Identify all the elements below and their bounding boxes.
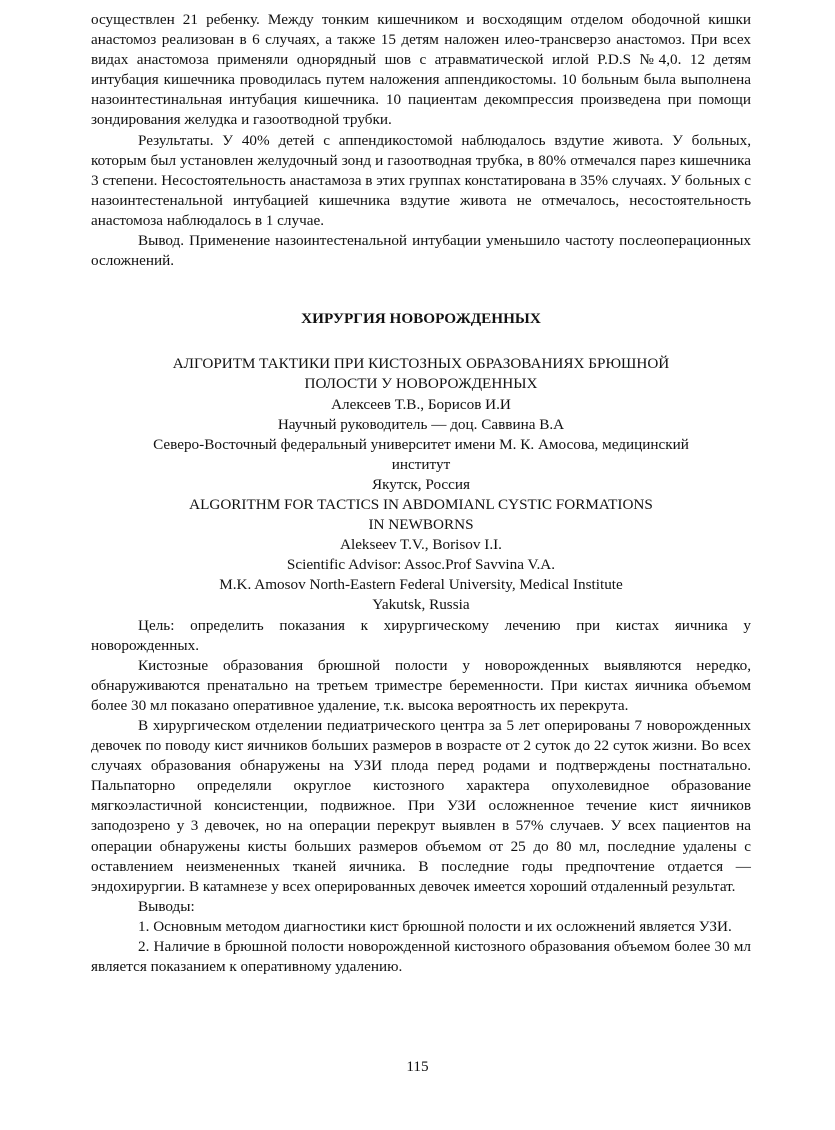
article-title-en-line2: IN NEWBORNS: [368, 516, 474, 534]
article-title-ru-line1: АЛГОРИТМ ТАКТИКИ ПРИ КИСТОЗНЫХ ОБРАЗОВАНИЯХ БРЮШНОЙ: [172, 355, 670, 373]
authors-ru: Алексеев Т.В., Борисов И.И: [331, 395, 511, 413]
paragraph-conclusions-label: Выводы:: [138, 897, 195, 915]
institution-en: M.K. Amosov North-Eastern Federal University, Medical Institute: [219, 576, 623, 594]
location-ru: Якутск, Россия: [371, 475, 471, 493]
paragraph-goal: Цель: определить показания к хирургическому лечению при кистах яичника у новорожденных.: [91, 616, 751, 654]
advisor-ru: Научный руководитель — доц. Саввина В.А: [277, 415, 565, 433]
paragraph-methods: В хирургическом отделении педиатрического центра за 5 лет оперированы 7 новорожденных девочек по поводу кист яичников больших размеров в возрасте от 2 суток до 22 суток жизни. Во всех случаях образования обнаружены на УЗИ плода перед родами и подтверждены постнатально. Пальпаторно определяли округлое кистозного характера опухолевидное образование мягкоэластичной консистенции, подвижное. При УЗИ осложненное течение кист яичников заподозрено у 3 девочек, но на операции перекрут выявлен в 57% случаев. У всех пациентов на операции обнаружены кисты больших размеров объемом от 25 до 80 мл, последние удалены с оставлением неизмененных тканей яичника. В последние годы предпочтение отдается — эндохирургии. В катамнезе у всех оперированных девочек имеется хороший отдаленный результат.: [91, 717, 751, 895]
section-heading: ХИРУРГИЯ НОВОРОЖДЕННЫХ: [301, 310, 541, 328]
location-en: Yakutsk, Russia: [372, 596, 470, 614]
page-number: 115: [406, 1058, 429, 1075]
institution-ru-line1: Северо-Восточный федеральный университет имени М. К. Амосова, медицинский: [153, 435, 689, 453]
paragraph-intro: Кистозные образования брюшной полости у новорожденных выявляются нередко, обнаруживаются пренатально на третьем триместре беременности. При кистах яичника объемом более 30 мл показано оперативное удаление, т.к. высока вероятность их перекрута.: [91, 656, 751, 714]
conclusion-item-1: 1. Основным методом диагностики кист брюшной полости и их осложнений является УЗИ.: [138, 917, 732, 935]
article-title-ru-line2: ПОЛОСТИ У НОВОРОЖДЕННЫХ: [304, 375, 538, 393]
article-title-en-line1: ALGORITHM FOR TACTICS IN ABDOMIANL CYSTIC FORMATIONS: [189, 495, 653, 513]
paragraph-results: Результаты. У 40% детей с аппендикостомой наблюдалось вздутие живота. У больных, которым был установлен желудочный зонд и газоотводная трубка, в 80% отмечался парез кишечника 3 степени. Несостоятельность анастамоза в этих группах констатирована в 35% случаях. У больных с назоинтестенальной интубацией кишечника вздутие живота не отмечалось, несостоятельность анастомоза наблюдалось в 1 случае.: [91, 131, 751, 229]
paragraph-conclusion: Вывод. Применение назоинтестенальной интубации уменьшило частоту послеоперационных осложнений.: [91, 232, 751, 270]
paragraph-anastomosis: осуществлен 21 ребенку. Между тонким кишечником и восходящим отделом ободочной кишки анастомоз реализован в 6 случаях, а также 15 детям наложен илео-трансверзо анастомоз. При всех видах анастомоза применяли однорядный шов с атравматической иглой P.D.S №4,0. 12 детям интубация кишечника проводилась путем наложения аппендикостомы. 10 больным была выполнена назоинтестинальная интубация кишечника. 10 пациентам декомпрессия произведена при помощи зондирования желудка и газоотводной трубки.: [91, 11, 751, 129]
institution-ru-line2: институт: [391, 455, 451, 473]
conclusion-item-2: 2. Наличие в брюшной полости новорожденной кистозного образования объемом более 30 мл является показанием к оперативному удалению.: [91, 938, 751, 976]
authors-en: Alekseev T.V., Borisov I.I.: [340, 536, 502, 554]
advisor-en: Scientific Advisor: Assoc.Prof Savvina V.A.: [286, 556, 556, 574]
